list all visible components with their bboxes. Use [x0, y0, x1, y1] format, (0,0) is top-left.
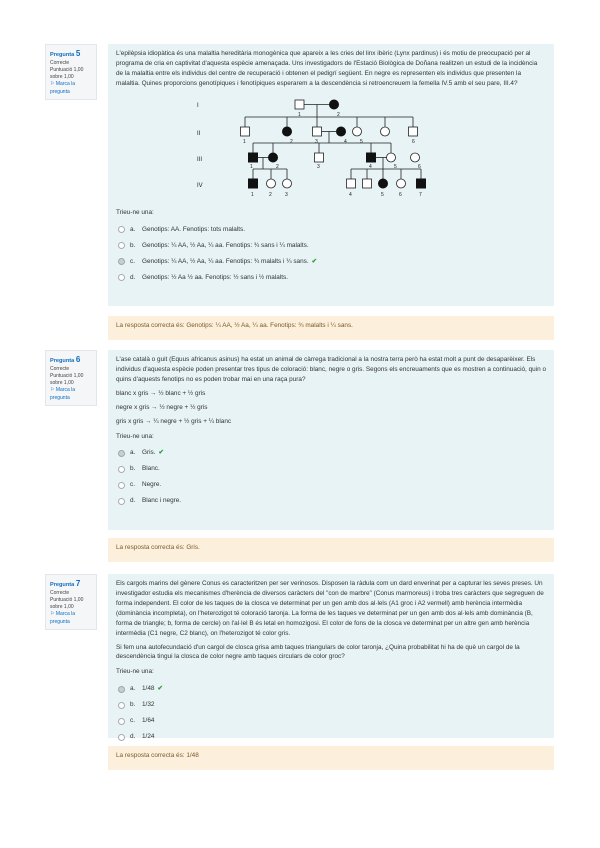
option-text: Blanc. [142, 465, 160, 473]
radio-button[interactable] [118, 702, 125, 709]
option-text: 1/24 [142, 733, 155, 741]
svg-text:3: 3 [317, 163, 320, 170]
flag-icon: ⚐ [50, 387, 56, 394]
answer-option[interactable]: d. Blanc i negre. [116, 493, 546, 509]
question-score: Puntuació 1,00 sobre 1,00 [50, 596, 84, 611]
question-info-6 [45, 350, 97, 406]
radio-button[interactable] [118, 226, 125, 233]
radio-button[interactable] [118, 258, 125, 265]
check-icon: ✔ [311, 257, 317, 265]
radio-button[interactable] [118, 466, 125, 473]
question-text: Els cargols marins del gènere Conus es caracteritzen per ser verinosos. Disposen la ràdula com un dard enverinat per a capturar les seves preses. Un investigador estudia els mecanismes d'herència de diversos caràcters del "con de marbre" (Conus marmoreus) i troba tres caràcters que segreguen de forma independent. El color de les taques de la closca ve determinat per un gen amb dos al·lels (A1 groc i A2 vermell) amb herència intermèdia (dominància incompleta), on l'heterozigot té coloració taronja. La forma de les taques ve determinat per un gen amb dos al·lels amb dominància (B, forma de triangle; b, forma de cercle) on l'al·lel B és letal en homozigosi. El color de fons de la closca ve determinat per un altre gen amb herència intermèdia (C1 negre, C2 blanc), on l'heterozigot té color gris. [116, 580, 544, 637]
radio-button[interactable] [118, 450, 125, 457]
question-text: L'epilèpsia idiopàtica és una malaltia hereditària monogènica que apareix a les cries del linx ibèric (Lynx pardinus) i és motiu de preocupació per al programa de cria en captivitat d'aquesta espècie amenaçada. Uns investigadors de l'Estació Biològica de Doñana realitzen un estudi de la incidència de la malaltia entre els individus del centre de recuperació i obtenen el pedigrí següent. En negre es representen els individus que presenten la malaltia. Quines proporcions genotípiques i fenotípiques esperarem a la descendència si retroencreuem la femella IV.5 amb el seu pare, III.4? [116, 50, 538, 87]
question-score: Puntuació 1,00 sobre 1,00 [50, 372, 84, 387]
cross-line: negre x gris → ½ negre + ½ gris [116, 403, 208, 411]
svg-text:6: 6 [418, 163, 421, 170]
svg-text:2: 2 [276, 163, 279, 170]
option-text: Gris. [142, 449, 156, 457]
option-text: 1/48 [142, 685, 155, 693]
radio-button[interactable] [118, 498, 125, 505]
svg-text:1: 1 [243, 138, 246, 145]
question-score: Puntuació 1,00 sobre 1,00 [50, 66, 84, 81]
svg-text:4: 4 [344, 138, 347, 145]
answer-option-selected[interactable]: a. Gris. ✔ [116, 445, 546, 461]
option-text: Genotips: ½ Aa ½ aa. Fenotips: ½ sans i ½ malalts. [142, 273, 288, 281]
question-status: Correcte [50, 59, 70, 66]
question-box-7 [108, 574, 554, 741]
svg-text:IV: IV [197, 182, 203, 189]
answer-option-selected[interactable]: c. Genotips: ¼ AA, ½ Aa, ¼ aa. Fenotips: ¾ malalts i ¼ sans. ✔ [116, 254, 546, 270]
radio-button[interactable] [118, 718, 125, 725]
option-text: Blanc i negre. [142, 497, 182, 505]
answer-option[interactable]: b. 1/32 [116, 697, 546, 713]
question-number: Pregunta 6 [50, 355, 81, 364]
answer-prompt: Trieu-ne una: [116, 668, 154, 676]
answer-option[interactable]: c. Negre. [116, 477, 546, 493]
option-text: Genotips: ¼ AA, ½ Aa, ¼ aa. Fenotips: ¾ malalts i ¼ sans. [142, 257, 309, 265]
svg-text:1: 1 [251, 191, 254, 198]
check-icon: ✔ [158, 449, 164, 457]
svg-text:4: 4 [349, 191, 352, 198]
option-text: 1/32 [142, 701, 155, 709]
svg-text:II: II [197, 130, 201, 137]
svg-text:4: 4 [369, 163, 372, 170]
flag-icon: ⚐ [50, 611, 56, 618]
option-text: Genotips: ¼ AA, ½ Aa, ¼ aa. Fenotips: ¾ sans i ¼ malalts. [142, 241, 309, 249]
feedback-box-5: La resposta correcta és: Genotips: ¼ AA, ½ Aa, ¼ aa. Fenotips: ¾ malalts i ¼ sans. [108, 316, 554, 340]
svg-text:1: 1 [298, 111, 301, 118]
radio-button[interactable] [118, 686, 125, 693]
answer-prompt: Trieu-ne una: [116, 432, 154, 440]
radio-button[interactable] [118, 274, 125, 281]
answer-prompt: Trieu-ne una: [116, 208, 154, 216]
question-number: Pregunta 7 [50, 579, 81, 588]
radio-button[interactable] [118, 734, 125, 741]
question-number: Pregunta 5 [50, 49, 81, 58]
answer-option[interactable]: c. 1/64 [116, 713, 546, 729]
svg-text:5: 5 [394, 163, 397, 170]
svg-text:5: 5 [381, 191, 384, 198]
feedback-box-6: La resposta correcta és: Gris. [108, 538, 554, 562]
svg-text:III: III [197, 156, 203, 163]
flag-question-link[interactable]: ⚐ Marca la pregunta [50, 81, 76, 95]
svg-text:I: I [197, 102, 199, 109]
question-status: Correcte [50, 365, 70, 372]
svg-text:6: 6 [412, 138, 415, 145]
svg-text:1: 1 [250, 163, 253, 170]
question-text: L'ase català o guit (Equus africanus asinus) ha estat un animal de càrrega tradicional a la nostra terra però ha estat molt a punt de desaparèixer. Els individus d'aquesta espècie poden presentar tres tipus de coloració: blanc, negre o gris. Segons els encreuaments que es mostren a continuació, quin o quins d'aquests fenotips no es poden trobar mai en una raça pura? [116, 356, 547, 383]
svg-text:7: 7 [419, 191, 422, 198]
question-box-6 [108, 350, 554, 530]
svg-text:3: 3 [285, 191, 288, 198]
answer-option[interactable]: b. Genotips: ¼ AA, ½ Aa, ¼ aa. Fenotips: ¾ sans i ¼ malalts. [116, 238, 546, 254]
question-text-2: Si fem una autofecundació d'un cargol de closca grisa amb taques triangulars de color taronja, ¿Quina probabilitat hi ha de què un cargol de la descendència tingui la closca de color negre amb taques circulars de color groc? [116, 643, 520, 661]
answer-option-selected[interactable]: a. 1/48 ✔ [116, 681, 546, 697]
pedigree-diagram [191, 93, 471, 203]
flag-question-link[interactable]: ⚐ Marca la pregunta [50, 611, 76, 625]
svg-text:2: 2 [290, 138, 293, 145]
flag-icon: ⚐ [50, 81, 56, 88]
svg-text:6: 6 [399, 191, 402, 198]
question-status: Correcte [50, 589, 70, 596]
question-info-7 [45, 574, 97, 630]
svg-text:3: 3 [315, 138, 318, 145]
radio-button[interactable] [118, 482, 125, 489]
check-icon: ✔ [157, 685, 163, 693]
question-box-5 [108, 44, 554, 306]
answer-option[interactable]: b. Blanc. [116, 461, 546, 477]
answer-option[interactable]: a. Genotips: AA. Fenotips: tots malalts. [116, 222, 546, 238]
feedback-box-7: La resposta correcta és: 1/48 [108, 746, 554, 770]
flag-question-link[interactable]: ⚐ Marca la pregunta [50, 387, 76, 401]
svg-text:2: 2 [269, 191, 272, 198]
option-text: Genotips: AA. Fenotips: tots malalts. [142, 225, 246, 233]
question-info-5 [45, 44, 97, 100]
svg-text:2: 2 [337, 111, 340, 118]
svg-text:5: 5 [360, 138, 363, 145]
cross-line: blanc x gris → ½ blanc + ½ gris [116, 389, 206, 397]
option-text: 1/64 [142, 717, 155, 725]
cross-line: gris x gris → ¼ negre + ½ gris + ¼ blanc [116, 417, 232, 425]
option-text: Negre. [142, 481, 162, 489]
answer-option[interactable]: d. Genotips: ½ Aa ½ aa. Fenotips: ½ sans i ½ malalts. [116, 270, 546, 286]
radio-button[interactable] [118, 242, 125, 249]
answer-option[interactable]: d. 1/24 [116, 729, 546, 745]
